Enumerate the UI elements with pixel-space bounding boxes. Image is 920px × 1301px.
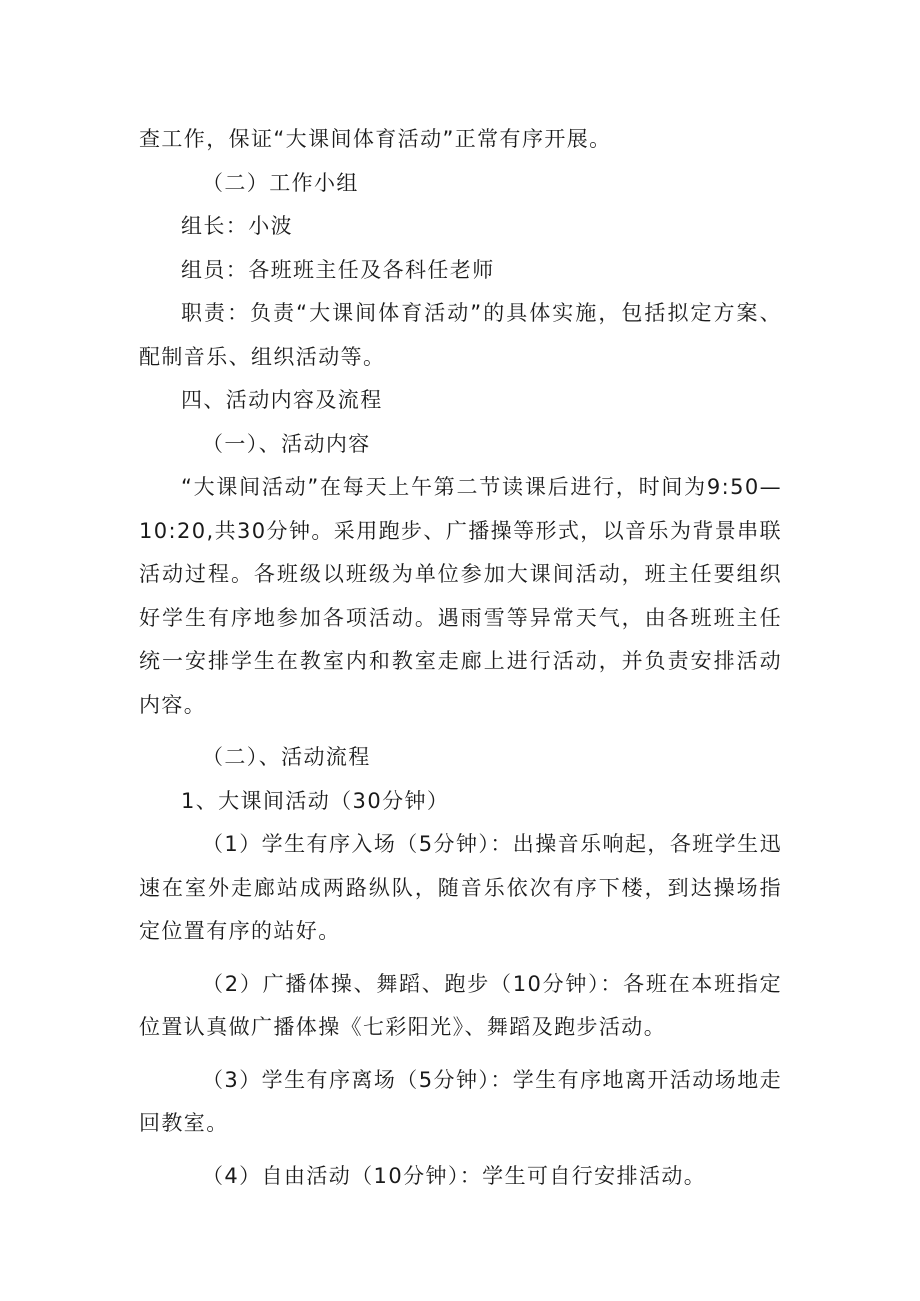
spacer [139, 954, 782, 963]
heading-activity-content: （一）、活动内容 [202, 431, 371, 456]
heading-activity-process: （二）、活动流程 [202, 745, 371, 769]
paragraph-step-2: （2）广播体操、舞蹈、跑步（10分钟）：各班在本班指定位置认真做广播体操《七彩阳光》、舞蹈及跑步活动。 [139, 971, 782, 1039]
spacer [139, 1146, 782, 1155]
spacer [139, 1050, 782, 1059]
paragraph-group-members: 组员：各班班主任及各科任老师 [181, 257, 495, 282]
paragraph-continuation: 查工作，保证“大课间体育活动”正常有序开展。 [139, 127, 612, 151]
heading-section-four: 四、活动内容及流程 [181, 388, 383, 412]
document-body [139, 118, 782, 1198]
paragraph-step-4: （4）自由活动（10分钟）：学生可自行安排活动。 [202, 1163, 707, 1188]
paragraph-group-leader: 组长：小波 [181, 214, 293, 238]
paragraph-step-1: （1）学生有序入场（5分钟）：出操音乐响起，各班学生迅速在室外走廊站成两路纵队，随音乐依次有序下楼，到达操场指定位置有序的站好。 [139, 832, 782, 943]
paragraph-responsibilities: 职责：负责“大课间体育活动”的具体实施，包括拟定方案、配制音乐、组织活动等。 [139, 301, 782, 369]
heading-big-break: 1、大课间活动（30分钟） [181, 788, 450, 813]
spacer [139, 727, 782, 736]
paragraph-activity-content: “大课间活动”在每天上午第二节读课后进行，时间为9:50—10:20,共30分钟。采用跑步、广播操等形式，以音乐为背景串联活动过程。各班级以班级为单位参加大课间活动，班主任要组织好学生有序地参加各项活动。遇雨雪等异常天气，由各班班主任统一安排学生在教室内和教室走廊上进行活动，并负责安排活动内容。 [139, 475, 782, 717]
paragraph-step-3: （3）学生有序离场（5分钟）：学生有序地离开活动场地走回教室。 [139, 1067, 782, 1135]
heading-work-group: （二）工作小组 [202, 170, 359, 195]
